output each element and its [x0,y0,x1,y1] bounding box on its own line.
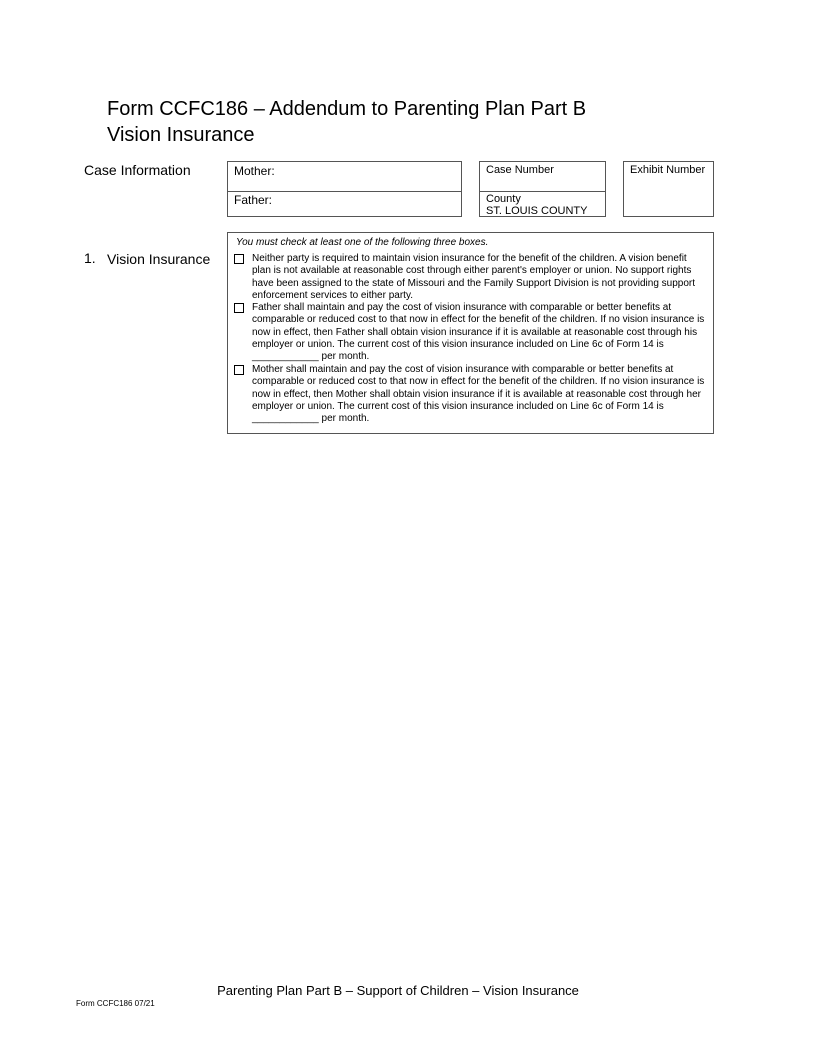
instruction-text: You must check at least one of the following three boxes. [236,237,489,248]
title-line-2: Vision Insurance [107,124,255,146]
mother-field[interactable] [227,161,462,192]
footer-title: Parenting Plan Part B – Support of Children – Vision Insurance [217,983,579,998]
father-field[interactable] [227,191,462,217]
page-title [107,96,586,148]
county-field [479,191,606,217]
county-value: ST. LOUIS COUNTY [486,205,588,217]
section-number: 1. [84,250,96,266]
form-id-footer: Form CCFC186 07/21 [76,999,155,1008]
case-information-label: Case Information [84,162,191,178]
exhibit-number-field[interactable] [623,161,714,217]
vision-options-box [227,232,714,434]
exhibit-number-label: Exhibit Number [630,164,706,176]
option-father-text: Father shall maintain and pay the cost of vision insurance with comparable or better benefits at comparable or reduced cost to that now in effect for the benefit of the children. If no vision insurance is now in effect, then Father shall obtain vision insurance if it is available at reasonable cost through his employer or union. The current cost of this vision insurance included on Line 6c of Form 14 is ____________ per month. [252,302,705,363]
mother-label: Mother: [234,164,275,178]
option-mother-text: Mother shall maintain and pay the cost of vision insurance with comparable or better benefits at comparable or reduced cost to that now in effect for the benefit of the children. If no vision insurance is now in effect, then Mother shall obtain vision insurance if it is available at reasonable cost through her employer or union. The current cost of this vision insurance included on Line 6c of Form 14 is ____________ per month. [252,364,705,425]
case-number-field[interactable] [479,161,606,192]
county-label: County [486,193,521,205]
section-title: Vision Insurance [107,251,211,267]
option-neither-text: Neither party is required to maintain vision insurance for the benefit of the children. A vision benefit plan is not available at reasonable cost through either parent's employer or union. No support rights have been assigned to the state of Missouri and the Family Support Division is not providing support enforcement services to either party. [252,253,696,301]
father-label: Father: [234,193,273,207]
neither-checkbox[interactable] [234,254,244,264]
case-number-label: Case Number [486,164,554,176]
mother-checkbox[interactable] [234,365,244,375]
title-line-1: Form CCFC186 – Addendum to Parenting Plan Part B [107,98,587,120]
father-checkbox[interactable] [234,303,244,313]
